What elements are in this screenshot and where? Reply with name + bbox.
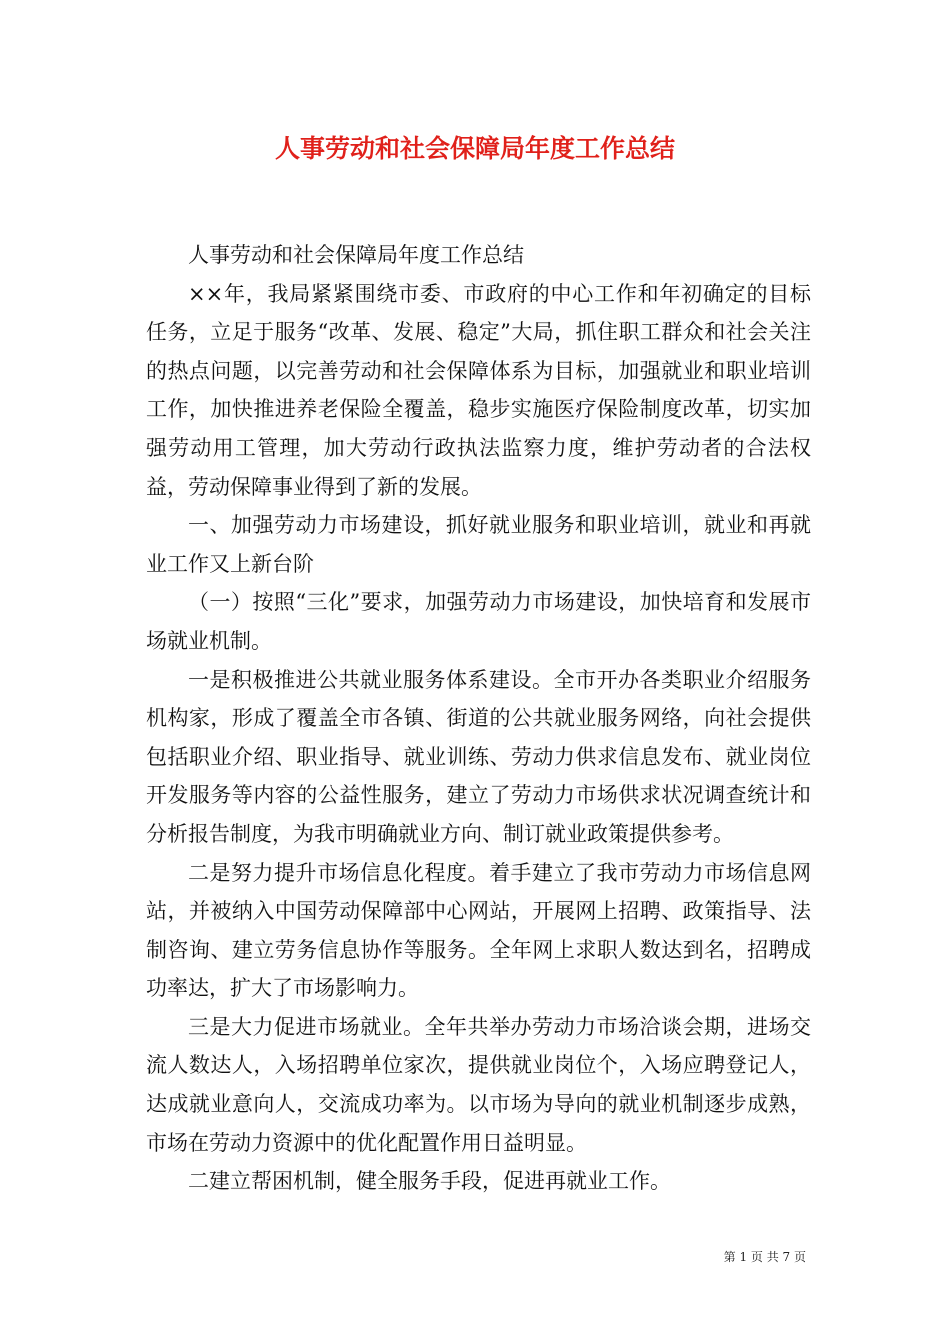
section-heading-1: 一、加强劳动力市场建设，抓好就业服务和职业培训，就业和再就业工作又上新台阶 [146, 513, 811, 576]
document-body [146, 236, 811, 1201]
subtitle-paragraph: 人事劳动和社会保障局年度工作总结 [188, 243, 524, 267]
intro-paragraph: ××年，我局紧紧围绕市委、市政府的中心工作和年初确定的目标任务，立足于服务“改革、发展、稳定”大局，抓住职工群众和社会关注的热点问题，以完善劳动和社会保障体系为目标，加强就业和职业培训工作，加快推进养老保险全覆盖，稳步实施医疗保险制度改革，切实加强劳动用工管理，加大劳动行政执法监察力度，维护劳动者的合法权益，劳动保障事业得到了新的发展。 [146, 281, 811, 499]
page-number: 第 1 页 共 7 页 [723, 1250, 806, 1264]
page-title: 人事劳动和社会保障局年度工作总结 [274, 134, 675, 163]
subsection-heading-1: （一）按照“三化”要求，加强劳动力市场建设，加快培育和发展市场就业机制。 [146, 590, 811, 653]
body-paragraph: 一是积极推进公共就业服务体系建设。全市开办各类职业介绍服务机构家，形成了覆盖全市各镇、街道的公共就业服务网络，向社会提供包括职业介绍、职业指导、就业训练、劳动力供求信息发布、就业岗位开发服务等内容的公益性服务，建立了劳动力市场供求状况调查统计和分析报告制度，为我市明确就业方向、制订就业政策提供参考。 [146, 667, 811, 846]
body-paragraph: 三是大力促进市场就业。全年共举办劳动力市场洽谈会期，进场交流人数达人，入场招聘单位家次，提供就业岗位个，入场应聘登记人，达成就业意向人，交流成功率为。以市场为导向的就业机制逐步成熟，市场在劳动力资源中的优化配置作用日益明显。 [146, 1014, 811, 1155]
body-paragraph: 二是努力提升市场信息化程度。着手建立了我市劳动力市场信息网站，并被纳入中国劳动保障部中心网站，开展网上招聘、政策指导、法制咨询、建立劳务信息协作等服务。全年网上求职人数达到名，招聘成功率达，扩大了市场影响力。 [146, 860, 811, 1001]
subsection-heading-2: 二建立帮困机制，健全服务手段，促进再就业工作。 [188, 1169, 671, 1194]
